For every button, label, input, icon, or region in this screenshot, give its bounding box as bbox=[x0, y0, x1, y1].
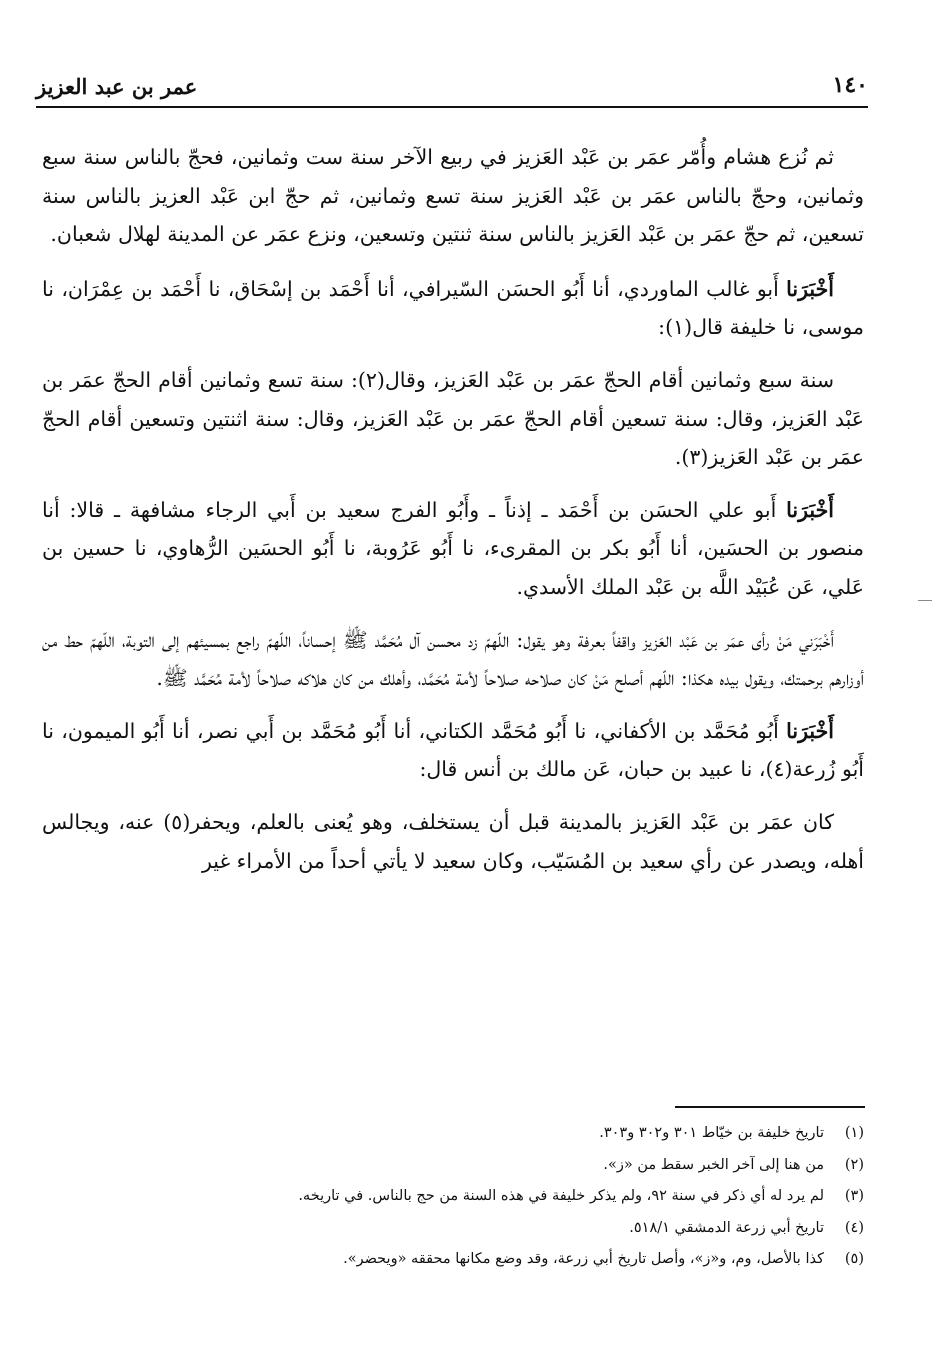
paragraph-7: كان عمَر بن عَبْد العَزيز بالمدينة قبل أن يستخلف، وهو يُعنى بالعلم، ويحفر(٥) عنه، ويجالس أهله، ويصدر عن رأي سعيد بن المُسَيّب، وكان سعيد لا يأتي أحداً من الأمراء غير bbox=[42, 809, 864, 873]
footnote bbox=[180, 1118, 864, 1150]
paragraph-4 bbox=[42, 491, 864, 607]
paragraph-2 bbox=[42, 270, 864, 347]
running-title: عمر بن عبد العزيز bbox=[36, 74, 198, 99]
footnote-text: لم يرد له أي ذكر في سنة ٩٢، ولم يذكر خليفة في هذه السنة من حج بالناس. في تاريخه. bbox=[298, 1188, 824, 1204]
page-header bbox=[36, 68, 868, 108]
margin-scan-mark bbox=[918, 600, 932, 601]
footnote-text: كذا بالأصل، وم، و«ز»، وأصل تاريخ أبي زرعة، وقد وضع مكانها محققه «ويحضر». bbox=[343, 1251, 824, 1267]
footnote bbox=[180, 1181, 864, 1213]
paragraph-2-text: أَبو غالب الماوردي، أنا أَبُو الحسَن السّيرافي، أنا أَحْمَد بن إسْحَاق، نا أَحْمَد بن عِمْرَان، نا موسى، نا خليفة قال(١): bbox=[42, 276, 864, 340]
footnote-number: (٢) bbox=[844, 1156, 864, 1173]
main-text bbox=[42, 138, 864, 894]
footnote-text: تاريخ أبي زرعة الدمشقي ٥١٨/١. bbox=[629, 1219, 824, 1236]
footnote-number: (١) bbox=[844, 1125, 864, 1141]
footnote-number: (٤) bbox=[844, 1219, 864, 1236]
paragraph-6 bbox=[42, 712, 864, 789]
footnote bbox=[180, 1244, 864, 1276]
footnote-separator bbox=[675, 1106, 865, 1108]
paragraph-5: أَخْبَرَني مَنْ رأى عمَر بن عَبْد العَزيز واقفاً بعرفة وهو يقول: اللّهمّ زد محسن آل مُحَمَّد ﷺ إحساناً، اللّهمّ راجع بمسيئهم إلى التوبة، اللّهمّ حط من أوزارهم برحمتك، ويقول بيده هكذا: اللّهم أصلح مَنْ كان صلاحه صلاحاً لأمة مُحَمَّد، وأهلك من كان هلاكه صلاحاً لأمة مُحَمَّد ﷺ. bbox=[42, 627, 864, 691]
paragraph-3: سنة سبع وثمانين أقام الحجّ عمَر بن عَبْد العَزيز، وقال(٢): سنة تسع وثمانين أقام الحجّ عمَر بن عَبْد العَزيز، وقال: سنة تسعين أقام الحجّ عمَر بن عَبْد العَزيز، وقال: سنة اثنتين وتسعين أقام الحجّ عمَر بن عَبْد العَزيز(٣). bbox=[42, 367, 864, 470]
paragraph-1: ثم نُزع هشام وأُمّر عمَر بن عَبْد العَزيز في ربيع الآخر سنة ست وثمانين، فحجّ بالناس سنة سبع وثمانين، وحجّ بالناس عمَر بن عَبْد العَزيز سنة تسع وثمانين، ثم حجّ ابن عَبْد العزيز بالناس سنة تسعين، ثم حجّ عمَر بن عَبْد العَزيز بالناس سنة ثنتين وتسعين، ونزع عمَر عن المدينة لهلال شعبان. bbox=[42, 145, 864, 247]
footnote-number: (٥) bbox=[844, 1251, 864, 1267]
isnad-lead: أَخْبَرَنا bbox=[786, 718, 834, 743]
footnote bbox=[180, 1150, 864, 1182]
footnote-number: (٣) bbox=[844, 1188, 864, 1204]
paragraph-4-text: أَبو علي الحسَن بن أَحْمَد ـ إذناً ـ وأَبُو الفرج سعيد بن أَبي الرجاء مشافهة ـ قالا: أنا منصور بن الحسَين، أنا أَبُو بكر بن المقرىء، نا أَبُو عَرُوبة، نا أَبُو الحسَين الرُّهاوي، نا حسين بن عَلي، عَن عُبَيْد اللَّه بن عَبْد الملك الأسدي. bbox=[42, 497, 864, 599]
page-number: ١٤٠ bbox=[832, 72, 868, 98]
footnote bbox=[180, 1213, 864, 1245]
footnotes bbox=[180, 1118, 864, 1276]
footnote-text: تاريخ خليفة بن خيّاط ٣٠١ و٣٠٢ و٣٠٣. bbox=[599, 1125, 824, 1141]
footnote-text: من هنا إلى آخر الخبر سقط من «ز». bbox=[603, 1156, 824, 1173]
isnad-lead: أَخْبَرَنا bbox=[786, 276, 834, 301]
paragraph-6-text: أَبُو مُحَمَّد بن الأكفاني، نا أَبُو مُحَمَّد الكتاني، أنا أَبُو مُحَمَّد بن أَبي نصر، أنا أَبُو الميمون، نا أَبُو زُرعة(٤)، نا عبيد بن حبان، عَن مالك بن أنس قال: bbox=[42, 718, 864, 782]
isnad-lead: أَخْبَرَنا bbox=[786, 497, 834, 522]
